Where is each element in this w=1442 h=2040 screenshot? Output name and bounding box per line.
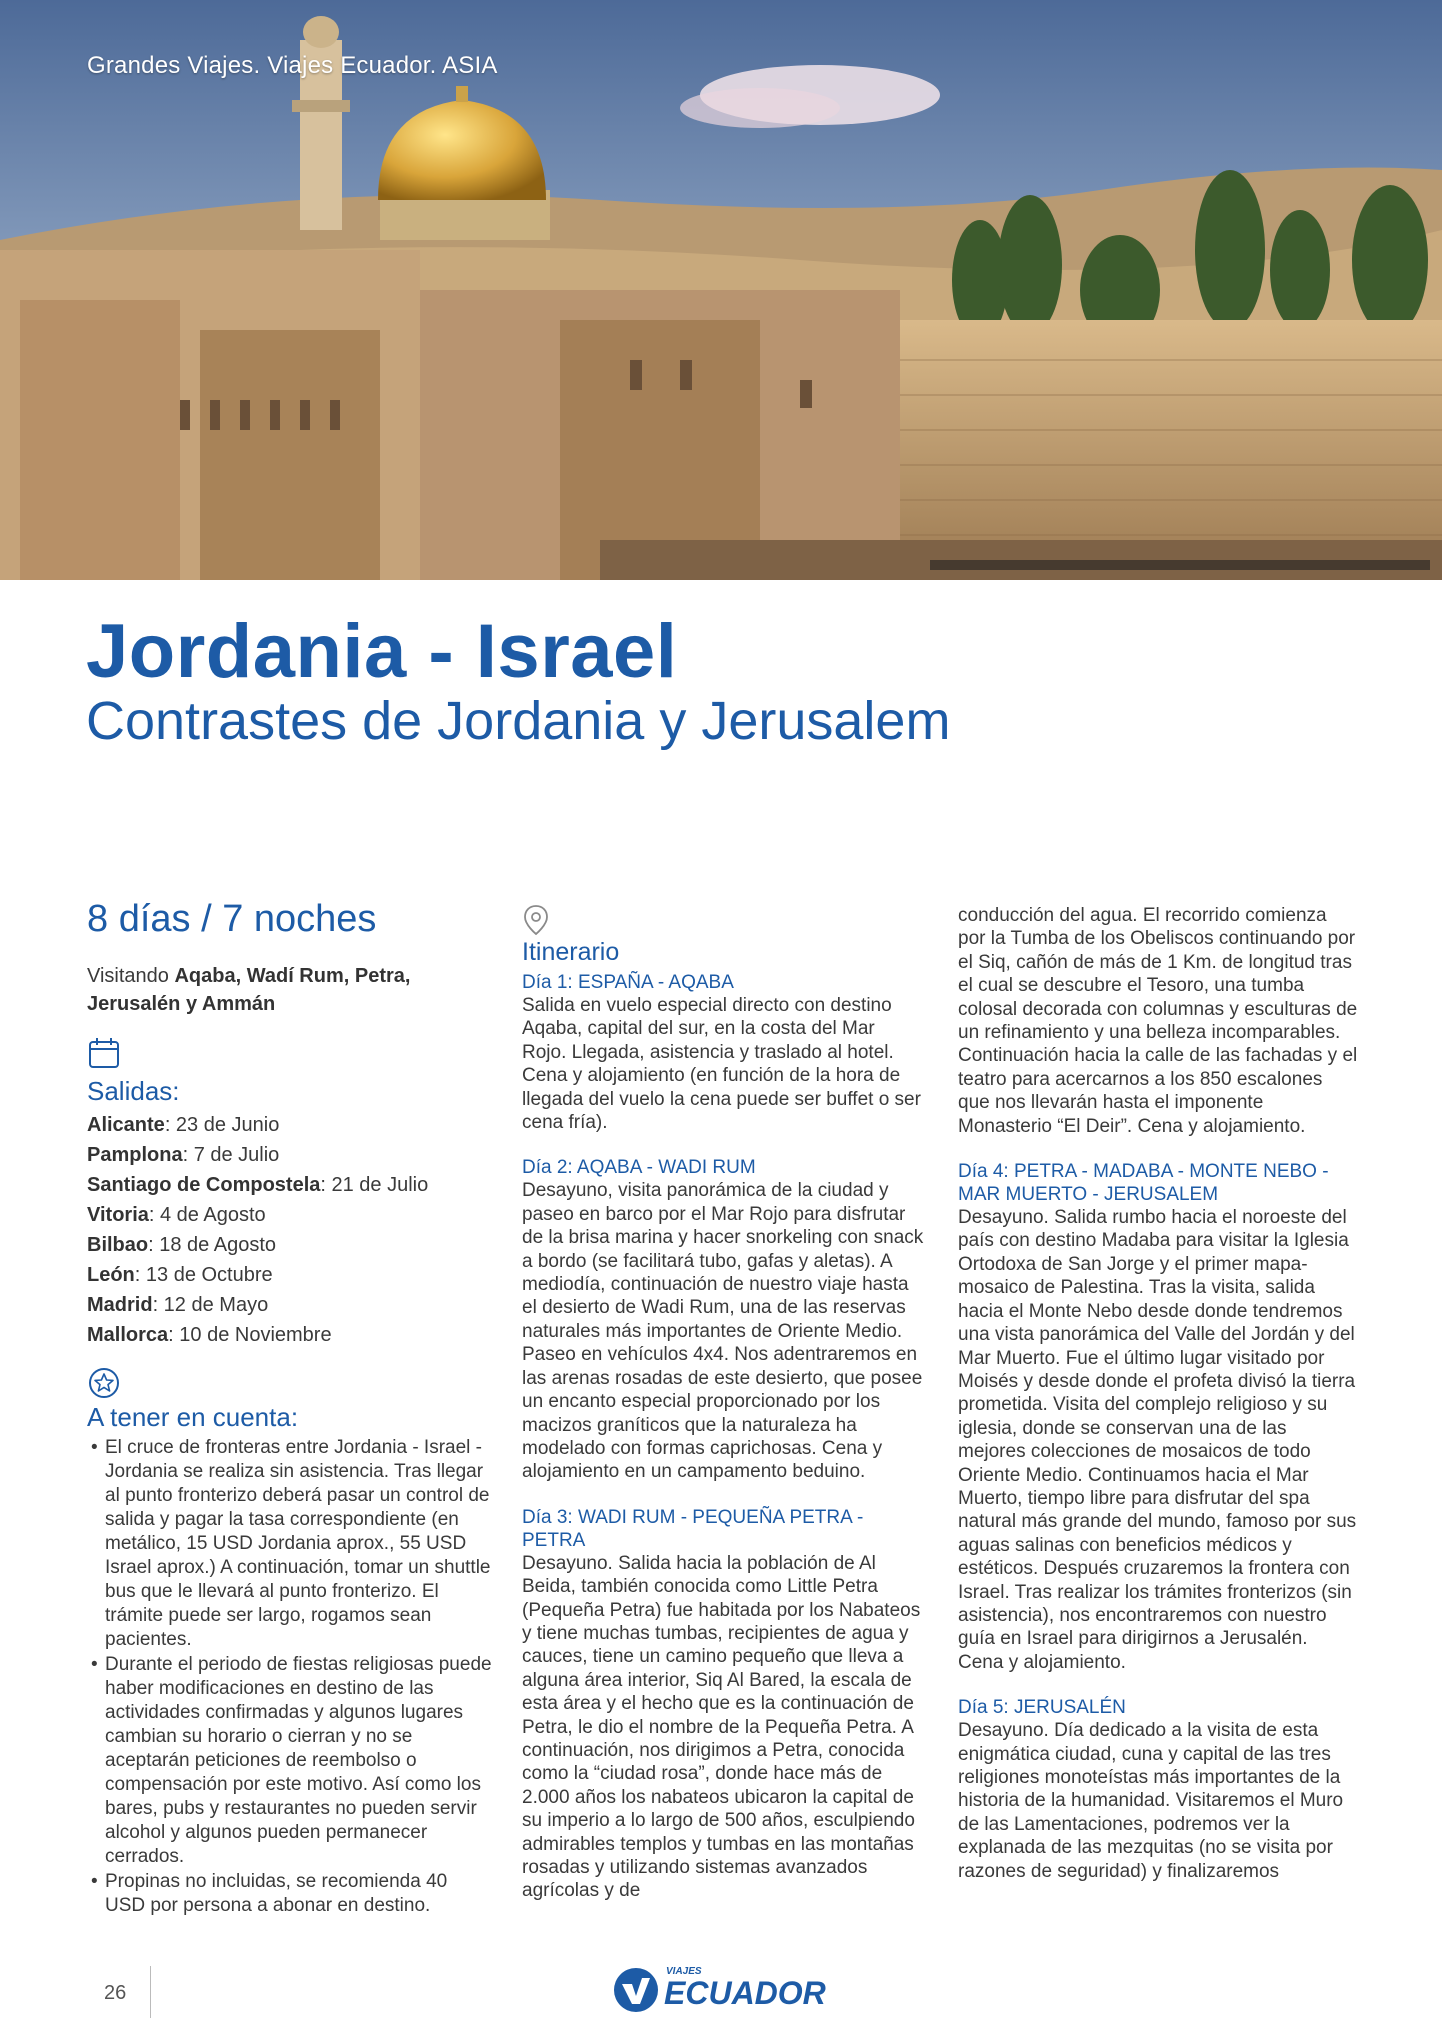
departure-city: Mallorca: [87, 1324, 169, 1346]
visiting-prefix: Visitando: [87, 965, 175, 987]
day-text: Desayuno, visita panorámica de la ciudad y paseo en barco por el Mar Rojo para disfrutar de la brisa marina y hacer snorkeling con snack a bordo (se facilitará tubo, gafas y aletas). A mediodía, continuación de nuestro viaje hasta el desierto de Wadi Rum, una de las reservas naturales más importantes de Oriente Medio. Paseo en vehículos 4x4. Nos adentraremos en las arenas rosadas de este desierto, que posee un encanto especial proporcionado por los macizos graníticos que la naturaleza ha modelado con formas caprichosas. Cena y alojamiento en un campamento beduino.: [522, 1180, 924, 1483]
departure-date: : 4 de Agosto: [148, 1204, 266, 1226]
notes-list: [87, 1436, 492, 1919]
departure-city: Bilbao: [87, 1234, 149, 1256]
departure-city: Madrid: [87, 1294, 153, 1316]
trip-duration: 8 días / 7 noches: [87, 898, 377, 940]
day-text: Desayuno. Salida hacia la población de Al Beida, también conocida como Little Petra (Pequeña Petra) fue habitada por los Nabateos y tiene muchas tumbas, recipientes de agua y cauces, tiene un camino pequeño que lleva a alguna área interior, Siq Al Bared, la escala de esta área y el hecho que es la continuación de Petra, le dio el nombre de la Pequeña Petra. A continuación, nos dirigimos a Petra, conocida como la “ciudad rosa”, donde hace más de 2.000 años los nabateos ubicaron la capital de su imperio a lo largo de 500 años, esculpiendo admirables templos y tumbas en las montañas rosadas y utilizando sistemas avanzados agrícolas y de: [522, 1552, 921, 1902]
departure-date: : 10 de Noviembre: [168, 1324, 332, 1346]
departures-list: [87, 1110, 487, 1350]
day-text: Salida en vuelo especial directo con destino Aqaba, capital del sur, en la costa del Mar Rojo. Llegada, asistencia y traslado al hotel. Cena y alojamiento (en función de la hora de llegada del vuelo la cena puede ser buffet o ser cena fría).: [522, 995, 921, 1134]
note-item: • El cruce de fronteras entre Jordania - Israel - Jordania se realiza sin asistencia. Tras llegar al punto fronterizo deberá pasar un control de salida y pagar la tasa correspondiente (en metálico, 15 USD Jordania aprox., 55 USD Israel aprox.) A continuación, tomar un shuttle bus que le llevará al punto fronterizo. El trámite puede ser largo, rogamos sean pacientes.: [87, 1436, 492, 1652]
itinerary-column-2: [958, 904, 1358, 1905]
hero-photo: [0, 0, 1442, 580]
page-number: 26: [104, 1982, 127, 2004]
viajes-ecuador-logo: [610, 1960, 840, 2016]
breadcrumb: Grandes Viajes. Viajes Ecuador. ASIA: [87, 52, 498, 79]
departure-city: Alicante: [87, 1114, 165, 1136]
departure-date: : 7 de Julio: [182, 1144, 280, 1166]
logo-main-text: ECUADOR: [664, 1975, 826, 2011]
departure-item: [87, 1110, 487, 1140]
departure-city: León: [87, 1264, 135, 1286]
itinerary-day-continued: [958, 904, 1358, 1138]
departure-city: Pamplona: [87, 1144, 183, 1166]
jerusalem-illustration: [0, 0, 1442, 580]
day-heading: Día 2: AQABA - WADI RUM: [522, 1157, 756, 1179]
note-item: • Propinas no incluidas, se recomienda 40 USD por persona a abonar en destino.: [87, 1870, 492, 1918]
departure-item: [87, 1320, 487, 1350]
departure-date: : 18 de Agosto: [148, 1234, 277, 1256]
page-title: Jordania - Israel: [86, 609, 678, 694]
page-subtitle: Contrastes de Jordania y Jerusalem: [86, 691, 951, 751]
departure-item: [87, 1170, 487, 1200]
location-pin-icon: [522, 904, 550, 936]
itinerary-day: [958, 1160, 1358, 1674]
logo-small-text: VIAJES: [666, 1966, 702, 1977]
day-text: Desayuno. Día dedicado a la visita de esta enigmática ciudad, cuna y capital de las tres religiones monoteístas más importantes de la historia de la humanidad. Visitaremos el Muro de las Lamentaciones, podremos ver la explanada de las mezquitas (no se visita por razones de seguridad) y finalizaremos: [958, 1720, 1344, 1882]
itinerary-day: [522, 971, 924, 1134]
itinerary-column-1: [522, 904, 924, 1925]
itinerary-day: [522, 1156, 924, 1483]
star-badge-icon: [87, 1366, 121, 1400]
itinerary-title: Itinerario: [522, 938, 620, 966]
departure-item: [87, 1140, 487, 1170]
note-item: • Durante el periodo de fiestas religiosas puede haber modificaciones en destino de las actividades confirmadas y algunos lugares cambian su horario o cierran y no se aceptarán peticiones de reembolso o compensación por este motivo. Así como los bares, pubs y restaurantes no pueden servir alcohol y algunos pueden permanecer cerrados.: [87, 1653, 492, 1869]
day-heading: Día 5: JERUSALÉN: [958, 1697, 1126, 1719]
departure-item: [87, 1260, 487, 1290]
visiting-text: [87, 962, 487, 1018]
departure-city: Santiago de Compostela: [87, 1174, 321, 1196]
departure-item: [87, 1230, 487, 1260]
departure-city: Vitoria: [87, 1204, 149, 1226]
calendar-icon: [87, 1036, 121, 1070]
notes-title: A tener en cuenta:: [87, 1402, 299, 1432]
departure-item: [87, 1200, 487, 1230]
departure-date: : 21 de Julio: [320, 1174, 429, 1196]
day-heading: Día 1: ESPAÑA - AQABA: [522, 972, 734, 993]
itinerary-day: [522, 1506, 924, 1903]
day-heading: Día 4: PETRA - MADABA - MONTE NEBO - MAR MUERTO - JERUSALEM: [958, 1161, 1329, 1206]
departure-date: : 23 de Junio: [164, 1114, 280, 1136]
footer-divider: [150, 1966, 151, 2018]
day-text: Desayuno. Salida rumbo hacia el noroeste del país con destino Madaba para visitar la Iglesia Ortodoxa de San Jorge y el primer mapa-mosaico de Palestina. Tras la visita, salida hacia el Monte Nebo desde donde tendremos una vista panorámica del Valle del Jordán y del Mar Muerto. Fue el último lugar visitado por Moisés y desde donde el profeta divisó la tierra prometida. Visita del complejo religioso y su iglesia, donde se conservan una de las mejores colecciones de mosaicos de todo Oriente Medio. Continuamos hacia el Mar Muerto, tiempo libre para disfrutar del spa natural más grande del mundo, famoso por sus aguas salinas con beneficios médicos y estéticos. Después cruzaremos la frontera con Israel. Tras realizar los trámites fronterizos (sin asistencia), nos encontraremos con nuestro guía en Israel para dirigirnos a Jerusalén. Cena y alojamiento.: [958, 1207, 1357, 1673]
departure-date: : 12 de Mayo: [152, 1294, 269, 1316]
departures-title: Salidas:: [87, 1076, 180, 1106]
visiting-places: Aqaba, Wadí Rum, Petra, Jerusalén y Ammán: [87, 965, 411, 1015]
day-text: conducción del agua. El recorrido comienza por la Tumba de los Obeliscos continuando por el Siq, cañón de más de 1 Km. de longitud tras el cual se descubre el Tesoro, una tumba colosal decorada con columnas y esculturas de un refinamiento y una belleza incomparables. Continuación hacia la calle de las fachadas y el teatro para acercarnos a los 850 escalones que nos llevarán hasta el imponente Monasterio “El Deir”. Cena y alojamiento.: [958, 905, 1358, 1137]
departure-date: : 13 de Octubre: [134, 1264, 273, 1286]
departure-item: [87, 1290, 487, 1320]
itinerary-day: [958, 1696, 1358, 1883]
day-heading: Día 3: WADI RUM - PEQUEÑA PETRA - PETRA: [522, 1506, 864, 1551]
